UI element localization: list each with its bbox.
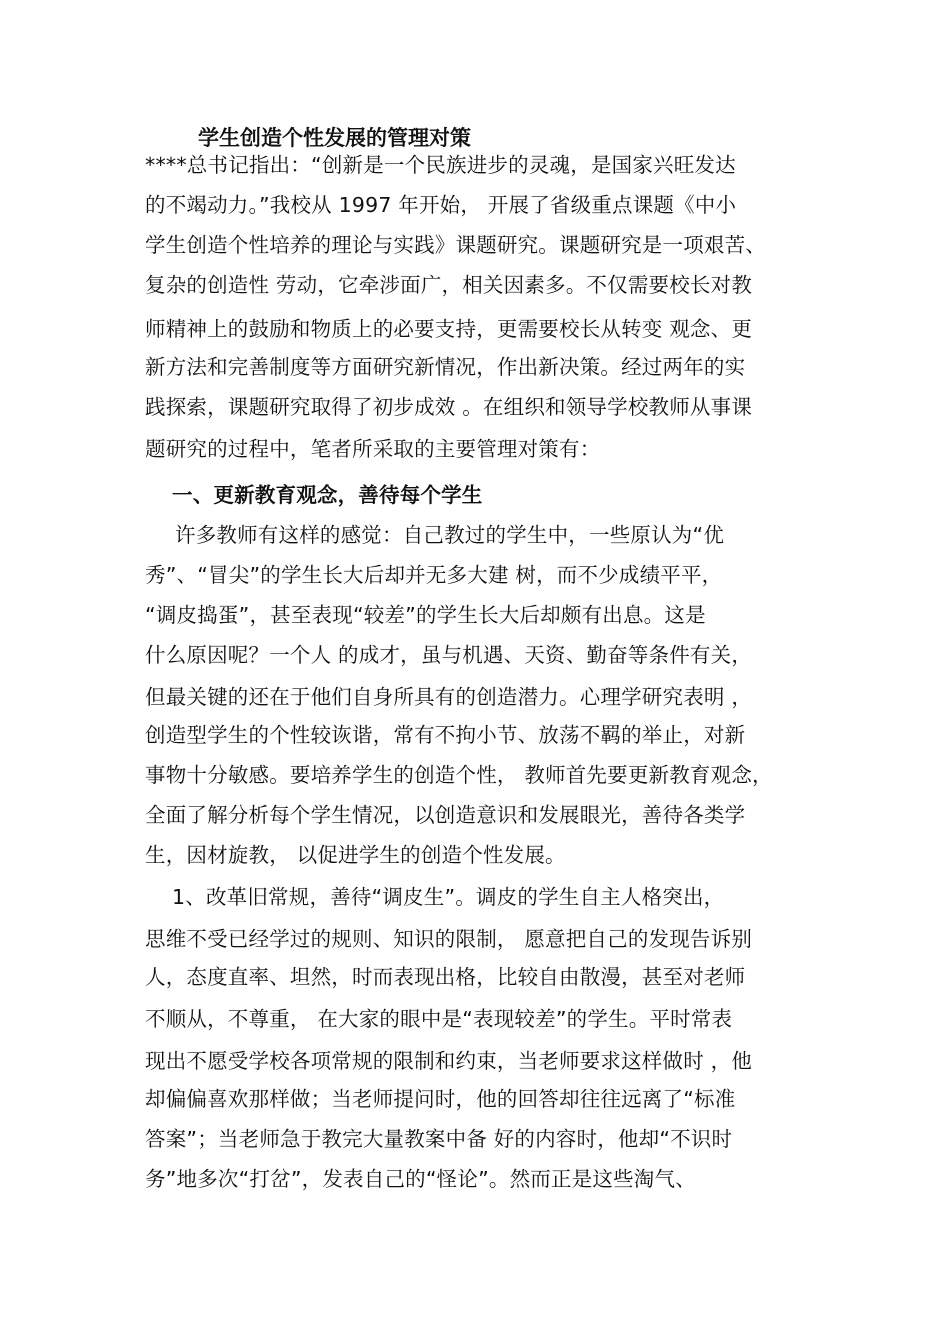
intro-line: 的不竭动力。”我校从 1997 年开始， 开展了省级重点课题《中小 (145, 193, 737, 217)
intro-line: 题研究的过程中，笔者所采取的主要管理对策有： (145, 437, 601, 461)
section1-line: “调皮捣蛋”，甚至表现“较差”的学生长大后却颇有出息。这是 (145, 603, 706, 627)
point1-line: 1、改革旧常规，善待“调皮生”。调皮的学生自主人格突出， (172, 885, 725, 909)
section1-line: 事物十分敏感。要培养学生的创造个性， 教师首先要更新教育观念， (145, 763, 773, 787)
section1-line: 但最关键的还在于他们自身所具有的创造潜力。心理学研究表明 ， (145, 685, 753, 709)
intro-line: 师精神上的鼓励和物质上的必要支持，更需要校长从转变 观念、更 (145, 317, 753, 341)
point1-line: 务”地多次“打岔”，发表自己的“怪论”。然而正是这些淘气、 (145, 1167, 696, 1191)
point1-line: 现出不愿受学校各项常规的限制和约束，当老师要求这样做时 ，他 (145, 1049, 753, 1073)
section1-line: 什么原因呢？一个人 的成才，虽与机遇、天资、勤奋等条件有关， (145, 643, 753, 667)
section1-line: 许多教师有这样的感觉：自己教过的学生中，一些原认为“优 (175, 523, 725, 547)
point1-line: 思维不受已经学过的规则、知识的限制， 愿意把自己的发现告诉别 (145, 927, 753, 951)
intro-line: 学生创造个性培养的理论与实践》课题研究。课题研究是一项艰苦、 (145, 233, 766, 257)
intro-line: ****总书记指出：“创新是一个民族进步的灵魂，是国家兴旺发达 (145, 153, 736, 177)
point1-line: 答案”；当老师急于教完大量教案中备 好的内容时，他却“不识时 (145, 1127, 733, 1151)
intro-line: 新方法和完善制度等方面研究新情况，作出新决策。经过两年的实 (145, 355, 746, 379)
section1-line: 全面了解分析每个学生情况，以创造意识和发展眼光，善待各类学 (145, 803, 746, 827)
intro-line: 复杂的创造性 劳动，它牵涉面广，相关因素多。不仅需要校长对教 (145, 273, 753, 297)
section1-line: 秀”、“冒尖”的学生长大后却并无多大建 树，而不少成绩平平， (145, 563, 723, 587)
intro-line: 践探索，课题研究取得了初步成效 。在组织和领导学校教师从事课 (145, 395, 753, 419)
point1-line: 不顺从，不尊重， 在大家的眼中是“表现较差”的学生。平时常表 (145, 1007, 733, 1031)
section1-line: 创造型学生的个性较诙谐，常有不拘小节、放荡不羁的举止，对新 (145, 723, 746, 747)
document-title: 学生创造个性发展的管理对策 (198, 126, 471, 150)
point1-line: 人，态度直率、坦然，时而表现出格，比较自由散漫，甚至对老师 (145, 965, 746, 989)
section-heading: 一、更新教育观念，善待每个学生 (172, 483, 483, 507)
point1-line: 却偏偏喜欢那样做；当老师提问时，他的回答却往往远离了“标准 (145, 1087, 736, 1111)
section1-line: 生，因材旋教， 以促进学生的创造个性发展。 (145, 843, 566, 867)
